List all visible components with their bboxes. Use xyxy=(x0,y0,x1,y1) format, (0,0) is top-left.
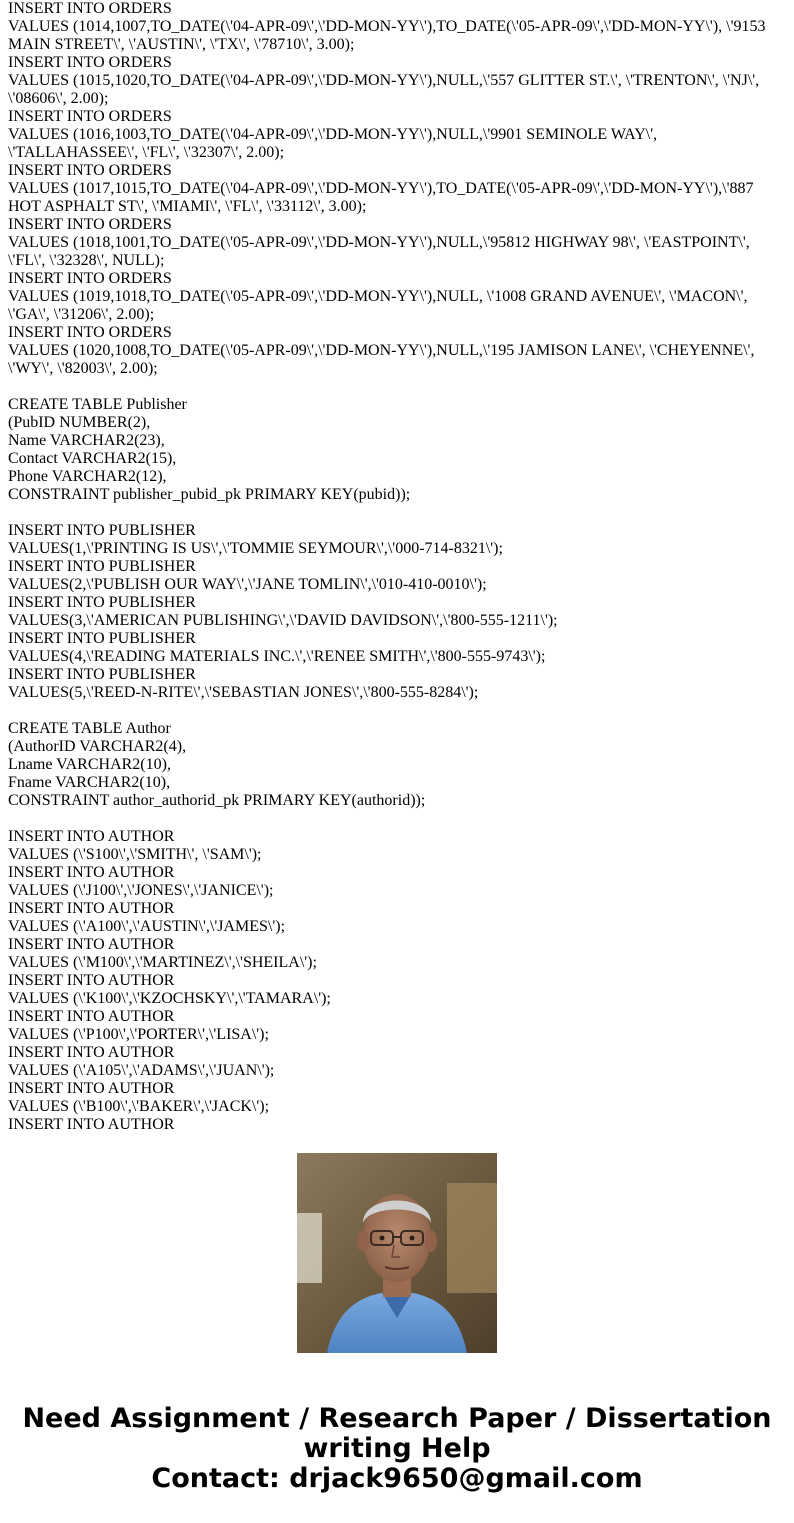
code-line: INSERT INTO ORDERS xyxy=(8,162,172,179)
code-line: (PubID NUMBER(2), xyxy=(8,414,151,431)
code-line: INSERT INTO AUTHOR xyxy=(8,828,175,845)
code-line: CREATE TABLE Publisher xyxy=(8,396,187,413)
code-line: VALUES (1020,1008,TO_DATE(\'05-APR-09\',\'DD-MON-YY\'),NULL,\'195 JAMISON LANE\', \'CHEYENNE\', xyxy=(8,342,755,359)
contact-banner xyxy=(0,1404,794,1494)
code-line: MAIN STREET\', \'AUSTIN\', \'TX\', \'78710\', 3.00); xyxy=(8,36,355,53)
author-portrait-icon xyxy=(297,1153,497,1353)
code-line: INSERT INTO AUTHOR xyxy=(8,936,175,953)
blank-line xyxy=(8,504,786,522)
code-line: INSERT INTO AUTHOR xyxy=(8,1116,175,1133)
code-line: VALUES (1016,1003,TO_DATE(\'04-APR-09\',\'DD-MON-YY\'),NULL,\'9901 SEMINOLE WAY\', xyxy=(8,126,658,143)
code-line: VALUES(5,\'REED-N-RITE\',\'SEBASTIAN JONES\',\'800-555-8284\'); xyxy=(8,684,479,701)
code-line: VALUES (\'M100\',\'MARTINEZ\',\'SHEILA\'); xyxy=(8,954,317,971)
code-line: VALUES (1018,1001,TO_DATE(\'05-APR-09\',\'DD-MON-YY\'),NULL,\'95812 HIGHWAY 98\', \'EASTPOINT\', xyxy=(8,234,750,251)
code-line: \'WY\', \'82003\', 2.00); xyxy=(8,360,158,377)
code-line: \'08606\', 2.00); xyxy=(8,90,109,107)
code-line: VALUES (1015,1020,TO_DATE(\'04-APR-09\',\'DD-MON-YY\'),NULL,\'557 GLITTER ST.\', \'TRENTON\', \'NJ\', xyxy=(8,72,760,89)
code-line: INSERT INTO PUBLISHER xyxy=(8,594,196,611)
code-line: VALUES (\'B100\',\'BAKER\',\'JACK\'); xyxy=(8,1098,270,1115)
code-line: VALUES (\'S100\',\'SMITH\', \'SAM\'); xyxy=(8,846,262,863)
code-line: INSERT INTO PUBLISHER xyxy=(8,522,196,539)
code-line: INSERT INTO ORDERS xyxy=(8,216,172,233)
code-line: VALUES (1014,1007,TO_DATE(\'04-APR-09\',\'DD-MON-YY\'),TO_DATE(\'05-APR-09\',\'DD-MON-YY\'), \'9153 xyxy=(8,18,766,35)
code-line: VALUES (1017,1015,TO_DATE(\'04-APR-09\',\'DD-MON-YY\'),TO_DATE(\'05-APR-09\',\'DD-MON-YY\'),\'887 xyxy=(8,180,754,197)
code-line: INSERT INTO AUTHOR xyxy=(8,1080,175,1097)
code-line: CONSTRAINT author_authorid_pk PRIMARY KEY(authorid)); xyxy=(8,792,426,809)
code-line: INSERT INTO PUBLISHER xyxy=(8,558,196,575)
code-line: VALUES (\'P100\',\'PORTER\',\'LISA\'); xyxy=(8,1026,269,1043)
code-line: VALUES(4,\'READING MATERIALS INC.\',\'RENEE SMITH\',\'800-555-9743\'); xyxy=(8,648,546,665)
footer-subheadline: writing Help xyxy=(303,1433,491,1464)
code-line: (AuthorID VARCHAR2(4), xyxy=(8,738,187,755)
code-line: INSERT INTO ORDERS xyxy=(8,324,172,341)
code-line: Name VARCHAR2(23), xyxy=(8,432,165,449)
code-line: VALUES (1019,1018,TO_DATE(\'05-APR-09\',\'DD-MON-YY\'),NULL, \'1008 GRAND AVENUE\', \'MACON\', xyxy=(8,288,748,305)
author-avatar xyxy=(297,1153,497,1353)
code-line: VALUES (\'A100\',\'AUSTIN\',\'JAMES\'); xyxy=(8,918,286,935)
code-line: INSERT INTO AUTHOR xyxy=(8,1008,175,1025)
blank-line xyxy=(8,810,786,828)
footer-headline: Need Assignment / Research Paper / Dissertation xyxy=(22,1403,772,1434)
code-line: VALUES (\'J100\',\'JONES\',\'JANICE\'); xyxy=(8,882,274,899)
code-line: \'FL\', \'32328\', NULL); xyxy=(8,252,165,269)
code-line: INSERT INTO PUBLISHER xyxy=(8,630,196,647)
code-line: CREATE TABLE Author xyxy=(8,720,171,737)
code-line: INSERT INTO AUTHOR xyxy=(8,864,175,881)
code-line: INSERT INTO AUTHOR xyxy=(8,900,175,917)
code-line: INSERT INTO AUTHOR xyxy=(8,972,175,989)
code-line: Phone VARCHAR2(12), xyxy=(8,468,167,485)
sql-code-block xyxy=(8,0,786,1133)
code-line: HOT ASPHALT ST\', \'MIAMI\', \'FL\', \'33112\', 3.00); xyxy=(8,198,367,215)
code-line: VALUES(2,\'PUBLISH OUR WAY\',\'JANE TOMLIN\',\'010-410-0010\'); xyxy=(8,576,487,593)
code-line: Contact VARCHAR2(15), xyxy=(8,450,177,467)
code-line: INSERT INTO ORDERS xyxy=(8,270,172,287)
code-line: INSERT INTO ORDERS xyxy=(8,108,172,125)
code-line: VALUES (\'A105\',\'ADAMS\',\'JUAN\'); xyxy=(8,1062,275,1079)
footer-contact-email: Contact: drjack9650@gmail.com xyxy=(151,1463,643,1494)
code-line: \'TALLAHASSEE\', \'FL\', \'32307\', 2.00); xyxy=(8,144,285,161)
blank-line xyxy=(8,702,786,720)
code-line: VALUES (\'K100\',\'KZOCHSKY\',\'TAMARA\'); xyxy=(8,990,331,1007)
code-line: CONSTRAINT publisher_pubid_pk PRIMARY KEY(pubid)); xyxy=(8,486,411,503)
code-line: INSERT INTO PUBLISHER xyxy=(8,666,196,683)
blank-line xyxy=(8,378,786,396)
code-line: INSERT INTO ORDERS xyxy=(8,0,172,17)
code-line: \'GA\', \'31206\', 2.00); xyxy=(8,306,155,323)
code-line: INSERT INTO ORDERS xyxy=(8,54,172,71)
code-line: Fname VARCHAR2(10), xyxy=(8,774,171,791)
code-line: VALUES(3,\'AMERICAN PUBLISHING\',\'DAVID DAVIDSON\',\'800-555-1211\'); xyxy=(8,612,558,629)
code-line: INSERT INTO AUTHOR xyxy=(8,1044,175,1061)
code-line: Lname VARCHAR2(10), xyxy=(8,756,171,773)
code-line: VALUES(1,\'PRINTING IS US\',\'TOMMIE SEYMOUR\',\'000-714-8321\'); xyxy=(8,540,503,557)
